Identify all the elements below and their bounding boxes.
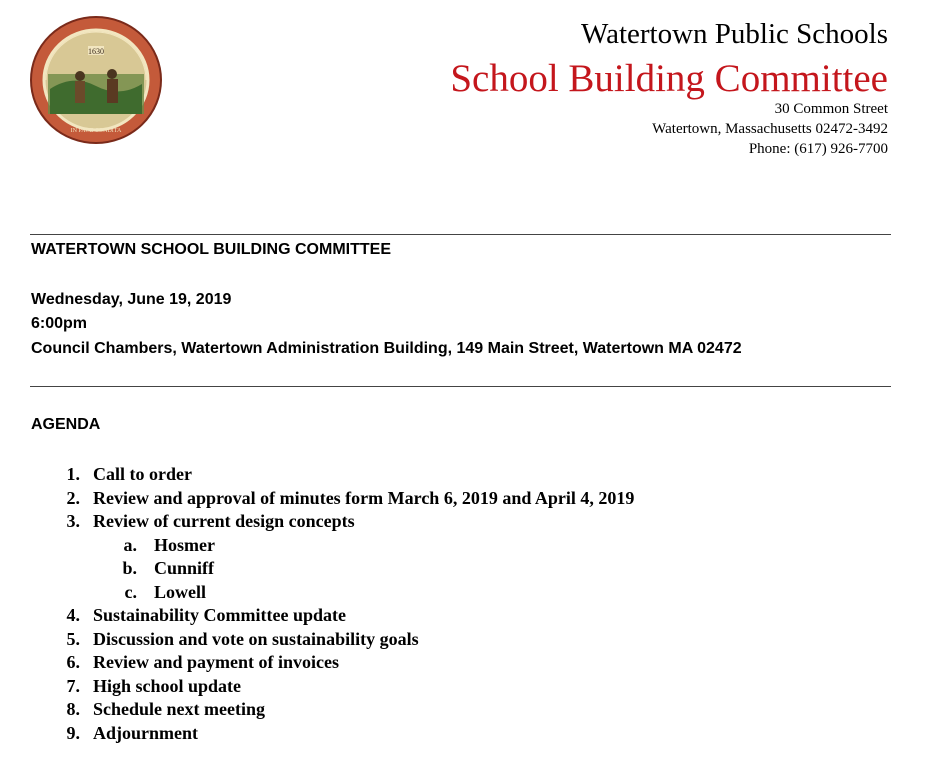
agenda-item-number: 4. xyxy=(66,605,80,625)
svg-text:1630: 1630 xyxy=(88,47,104,56)
agenda-item-text: Cunniff xyxy=(154,558,215,578)
meeting-location: Council Chambers, Watertown Administration Building, 149 Main Street, Watertown MA 02472 xyxy=(31,340,742,357)
agenda-item-text: High school update xyxy=(93,675,242,696)
agenda-item-text: Call to order xyxy=(93,464,192,484)
agenda-item-number: 1. xyxy=(66,464,80,484)
agenda-item-text: Review and payment of invoices xyxy=(93,652,339,672)
divider-top xyxy=(30,234,891,235)
svg-text:IN PACE CONDITA: IN PACE CONDITA xyxy=(70,128,122,134)
agenda-item-text: Schedule next meeting xyxy=(93,699,265,719)
town-seal-logo xyxy=(28,14,164,146)
agenda-item-number: c. xyxy=(124,581,137,602)
agenda-item-text: Discussion and vote on sustainability goals xyxy=(93,628,419,649)
agenda-heading: AGENDA xyxy=(31,416,101,433)
agenda-item-number: 8. xyxy=(66,699,80,719)
agenda-item-text: Review of current design concepts xyxy=(93,511,355,531)
agenda-item-number: a. xyxy=(123,534,137,555)
agenda-item-number: 7. xyxy=(66,675,80,696)
agenda-item-number: 5. xyxy=(66,628,80,649)
phone-number: Phone: (617) 926-7700 xyxy=(748,141,888,157)
agenda-item-text: Hosmer xyxy=(154,534,215,555)
agenda-item-number: b. xyxy=(122,558,137,578)
agenda-item-text: Lowell xyxy=(154,581,206,602)
agenda-item-text: Review and approval of minutes form March 6, 2019 and April 4, 2019 xyxy=(93,487,635,508)
agenda-item-number: 6. xyxy=(66,652,80,672)
agenda-item-text: Sustainability Committee update xyxy=(93,605,347,625)
meeting-time: 6:00pm xyxy=(31,315,88,332)
address-line-1: 30 Common Street xyxy=(774,101,888,117)
meeting-date: Wednesday, June 19, 2019 xyxy=(31,291,232,308)
agenda-item-number: 9. xyxy=(66,722,80,743)
committee-heading: WATERTOWN SCHOOL BUILDING COMMITTEE xyxy=(31,241,391,258)
agenda-item-number: 3. xyxy=(66,511,80,531)
agenda-item-text: Adjournment xyxy=(93,722,199,743)
organization-name: Watertown Public Schools xyxy=(581,18,888,50)
agenda-item-number: 2. xyxy=(66,487,80,508)
committee-title: School Building Committee xyxy=(450,57,888,100)
address-line-2: Watertown, Massachusetts 02472-3492 xyxy=(652,121,888,137)
divider-bottom xyxy=(30,386,891,387)
